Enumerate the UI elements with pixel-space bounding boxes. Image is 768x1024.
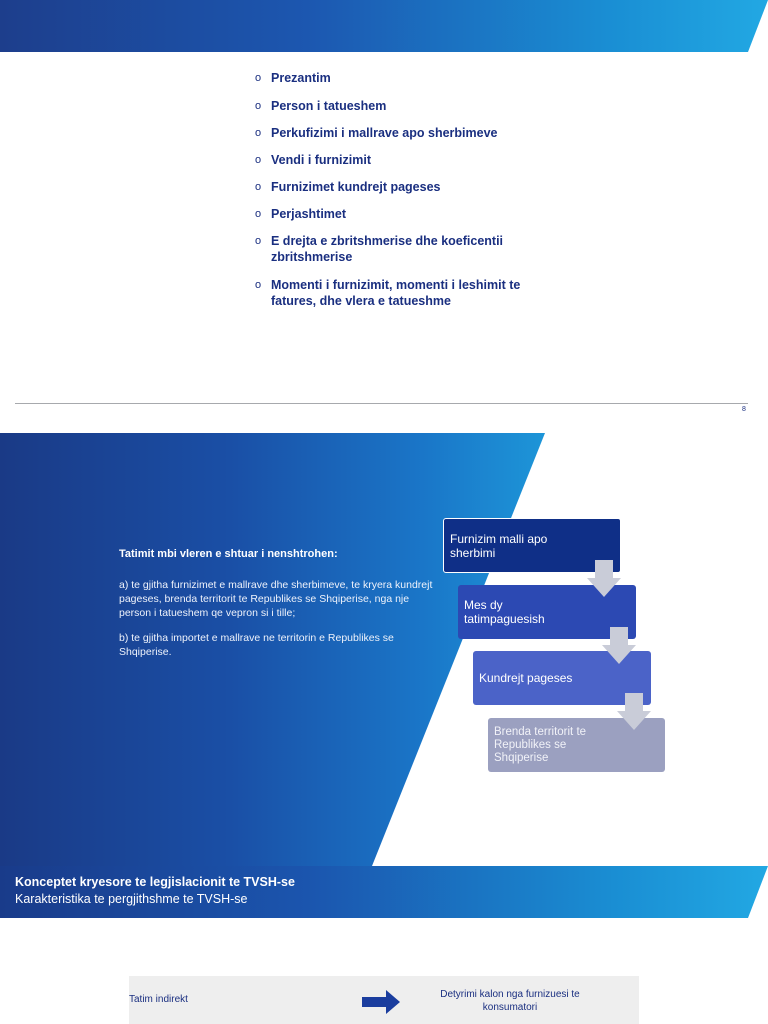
flow-step-label: Brenda territorit te Republikes se Shqiperise xyxy=(494,725,587,764)
circle-bullet-icon: o xyxy=(255,181,262,193)
page-number: 8 xyxy=(742,406,746,413)
flow-step-label: Mes dy tatimpaguesish xyxy=(464,598,545,626)
agenda-item xyxy=(255,233,545,265)
agenda-item-label: E drejta e zbritshmerise dhe koeficentii zbritshmerise xyxy=(271,234,504,264)
agenda-item xyxy=(255,179,440,195)
circle-bullet-icon: o xyxy=(255,208,262,220)
circle-bullet-icon: o xyxy=(255,72,262,84)
agenda-item-label: Perjashtimet xyxy=(271,207,347,221)
circle-bullet-icon: o xyxy=(255,279,262,291)
agenda-item-label: Momenti i furnizimit, momenti i leshimit te fatures, dhe vlera e tatueshme xyxy=(271,278,521,308)
agenda-item-label: Furnizimet kundrejt pageses xyxy=(271,180,441,194)
slide-background xyxy=(0,433,768,919)
agenda-item-label: Vendi i furnizimit xyxy=(271,153,372,167)
agenda-item-label: Perkufizimi i mallrave apo sherbimeve xyxy=(271,126,498,140)
agenda-item xyxy=(255,152,371,168)
paragraph-b: b) te gjitha importet e mallrave ne territorin e Republikes se Shqiperise. xyxy=(119,632,394,658)
circle-bullet-icon: o xyxy=(255,154,262,166)
intro-text xyxy=(119,578,441,659)
top-banner xyxy=(0,0,768,52)
agenda-item xyxy=(255,206,346,222)
agenda-item xyxy=(255,277,545,309)
intro-title: Tatimit mbi vleren e shtuar i nenshtrohen: xyxy=(119,548,338,560)
circle-bullet-icon: o xyxy=(255,127,262,139)
agenda-item-label: Person i tatueshem xyxy=(271,99,387,113)
down-arrow-icon xyxy=(602,627,636,664)
agenda-item xyxy=(255,125,498,141)
agenda-item-label: Prezantim xyxy=(271,71,331,85)
section-title: Konceptet kryesore te legjislacionit te TVSH-se xyxy=(15,875,295,889)
flow-step-label: Kundrejt pageses xyxy=(479,671,573,685)
flow-step-label: Furnizim malli apo sherbimi xyxy=(450,531,548,560)
divider xyxy=(15,403,748,404)
section-subtitle: Karakteristika te pergjithshme te TVSH-se xyxy=(15,892,248,906)
agenda-item xyxy=(255,70,331,86)
down-arrow-icon xyxy=(617,693,651,730)
paragraph-a: a) te gjitha furnizimet e mallrave dhe sherbimeve, te kryera kundrejt pageses, brenda territorit te Republikes se Shqiperise, nga nje person i tatueshem qe vepron si i tille; xyxy=(119,579,433,619)
down-arrow-icon xyxy=(587,560,621,597)
right-arrow-icon xyxy=(362,990,400,1014)
comparison-left-label: Tatim indirekt xyxy=(129,994,188,1005)
circle-bullet-icon: o xyxy=(255,235,262,247)
agenda-item xyxy=(255,98,386,114)
comparison-right-label: Detyrimi kalon nga furnizuesi te konsumatori xyxy=(440,989,580,1013)
circle-bullet-icon: o xyxy=(255,100,262,112)
